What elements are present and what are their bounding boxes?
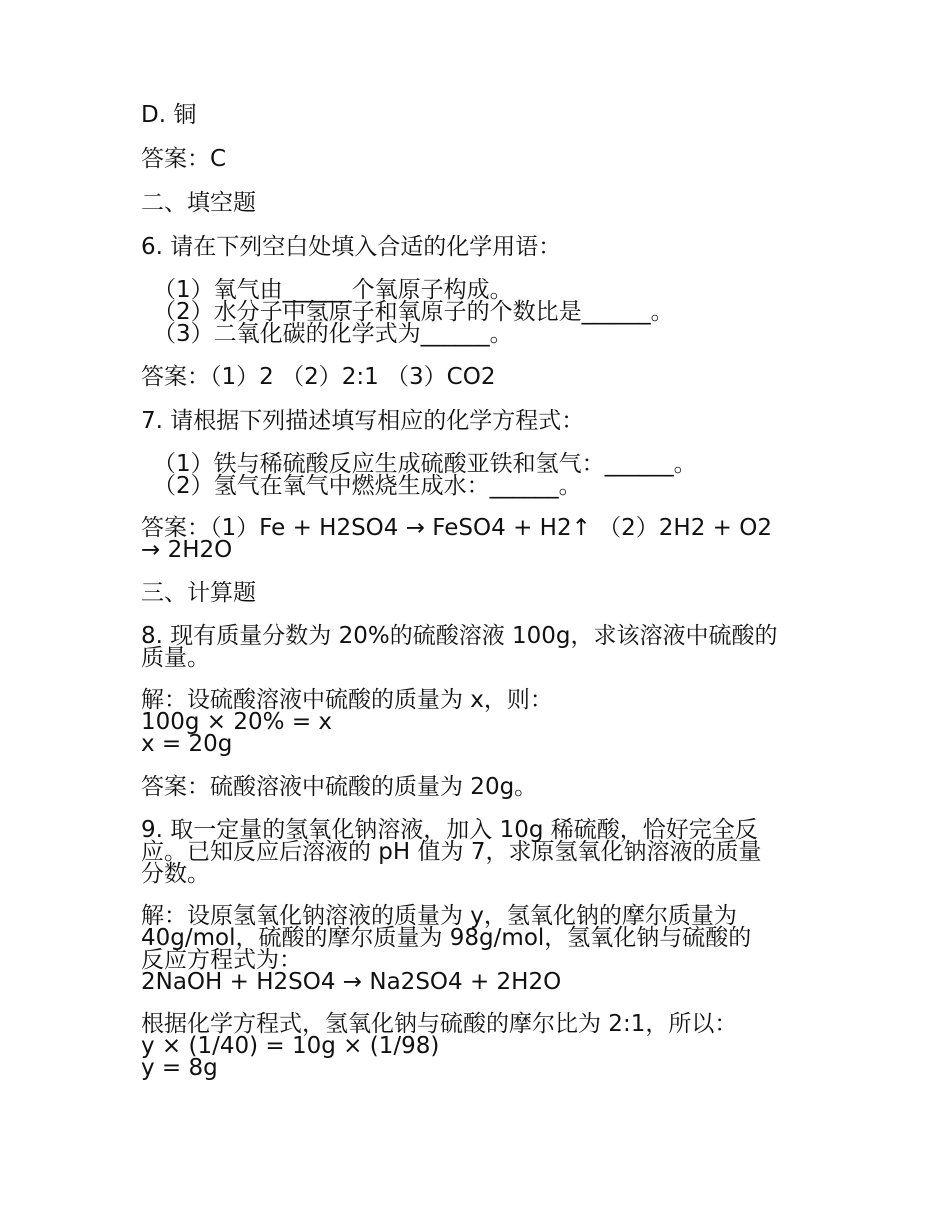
q9-calc-line-2: y × (1/40) = 10g × (1/98) [141,1033,440,1059]
q6-item-1: （1）氧气由______个氧原子构成。 [153,277,513,303]
q8-solution-line-3: x = 20g [141,731,233,757]
q8-prompt [141,625,821,669]
q6-item-2: （2）水分子中氢原子和氧原子的个数比是______。 [153,299,674,325]
q6-prompt: 6. 请在下列空白处填入合适的化学用语： [141,234,562,260]
q9-prompt-line-1: 9. 取一定量的氢氧化钠溶液，加入 10g 稀硫酸，恰好完全反 [141,817,758,843]
q7-answer-line-2: → 2H2O [141,537,233,563]
q6-item-3: （3）二氧化碳的化学式为______。 [153,321,513,347]
q9-solution-line-1: 解：设原氢氧化钠溶液的质量为 y，氢氧化钠的摩尔质量为 [141,903,737,929]
q9-calc-line-3: y = 8g [141,1055,218,1081]
q9-prompt [141,819,821,885]
q7-answer [141,517,821,561]
q9-solution-line-3: 反应方程式为： [141,947,302,973]
q7-prompt: 7. 请根据下列描述填写相应的化学方程式： [141,408,585,434]
q8-prompt-line-1: 8. 现有质量分数为 20%的硫酸溶液 100g，求该溶液中硫酸的 [141,623,778,649]
section-title-fill-in: 二、填空题 [141,190,256,216]
q8-solution [141,689,821,755]
section-title-calculation: 三、计算题 [141,580,256,606]
q7-answer-line-1: 答案：（1）Fe + H2SO4 → FeSO4 + H2↑ （2）2H2 + O2 [141,515,772,541]
q9-solution-line-2: 40g/mol，硫酸的摩尔质量为 98g/mol，氢氧化钠与硫酸的 [141,925,752,951]
answer-q5: 答案：C [141,146,227,172]
q8-answer: 答案：硫酸溶液中硫酸的质量为 20g。 [141,774,538,800]
document-page [141,103,821,1099]
q9-solution-equation: 2NaOH + H2SO4 → Na2SO4 + 2H2O [141,969,562,995]
q7-item-1: （1）铁与稀硫酸反应生成硫酸亚铁和氢气：______。 [153,451,697,477]
q6-answer: 答案：（1）2 （2）2:1 （3）CO2 [141,364,496,390]
q7-item-2: （2）氢气在氧气中燃烧生成水：______。 [153,473,582,499]
q8-solution-line-1: 解：设硫酸溶液中硫酸的质量为 x，则： [141,687,553,713]
q8-prompt-line-2: 质量。 [141,645,210,671]
q9-solution [141,905,821,993]
option-d: D. 铜 [141,102,197,128]
q8-solution-line-2: 100g × 20% = x [141,709,333,735]
q7-items [141,453,821,497]
q9-calculation [141,1013,821,1079]
q9-calc-line-1: 根据化学方程式，氢氧化钠与硫酸的摩尔比为 2:1，所以： [141,1011,738,1037]
q6-items [141,279,821,345]
q9-prompt-line-3: 分数。 [141,861,210,887]
q9-prompt-line-2: 应。已知反应后溶液的 pH 值为 7，求原氢氧化钠溶液的质量 [141,839,762,865]
